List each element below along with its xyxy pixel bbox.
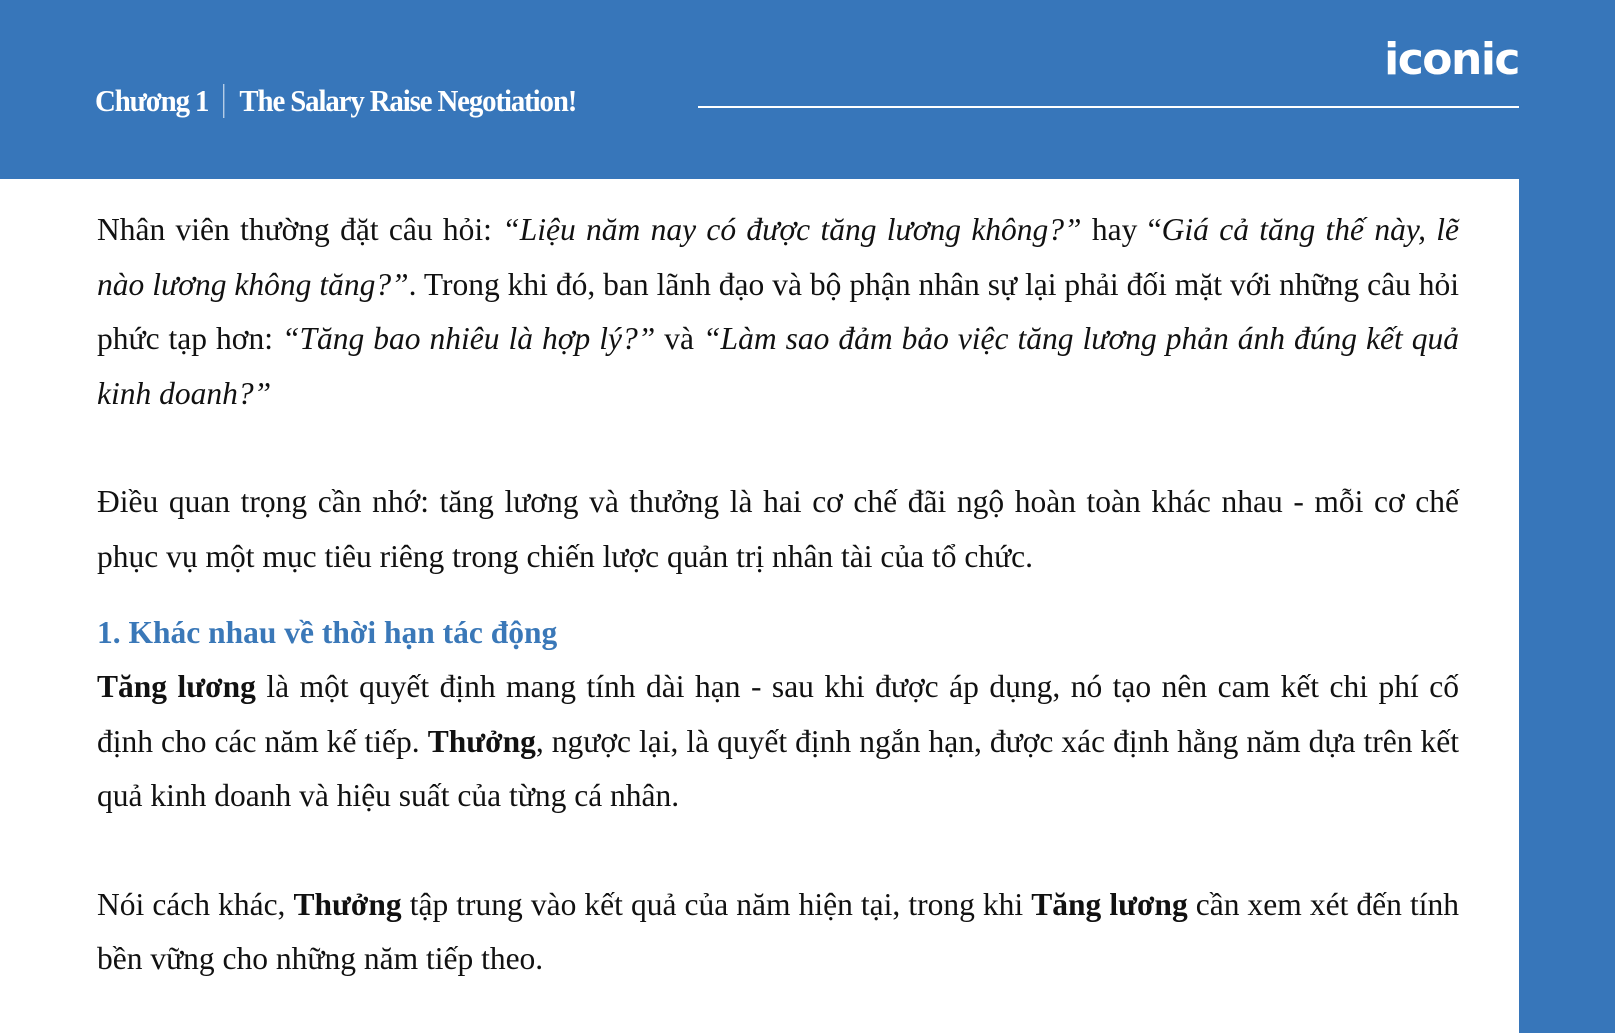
page-body	[0, 179, 1519, 1033]
text-run: . Trong khi đó, ban lãnh đạo và bộ phận nhân sự lại phải đối mặt với những câu hỏi phức tạp hơn:	[97, 266, 1459, 356]
bold-term: Thưởng	[427, 723, 536, 759]
text-run: là một quyết định mang tính dài hạn - sau khi được áp dụng, nó tạo nên cam kết chi phí cố định cho các năm kế tiếp.	[97, 669, 1459, 759]
summary-paragraph	[97, 878, 1459, 987]
header-rule	[698, 106, 1519, 108]
chapter-label: Chương 1	[95, 83, 209, 118]
chapter-name: The Salary Raise Negotiation!	[239, 83, 577, 118]
chapter-title	[95, 83, 576, 119]
text-run: tập trung vào kết quả của năm hiện tại, trong khi	[401, 886, 1032, 922]
quote-management-2: “Làm sao đảm bảo việc tăng lương phản ánh đúng kết quả kinh doanh?”	[97, 321, 1459, 411]
quote-employee-2: Giá cả tăng thế này, lẽ nào lương không tăng?”	[97, 212, 1459, 302]
page-header	[0, 0, 1615, 179]
text-run: Nhân viên thường đặt câu hỏi:	[97, 212, 503, 247]
quote-employee-1: “Liệu năm nay có được tăng lương không?”	[502, 212, 1082, 247]
text-run: hay “	[1081, 212, 1162, 247]
key-point-paragraph: Điều quan trọng cần nhớ: tăng lương và thưởng là hai cơ chế đãi ngộ hoàn toàn khác nhau - mỗi cơ chế phục vụ một mục tiêu riêng trong chiến lược quản trị nhân tài của tổ chức.	[97, 484, 1459, 574]
bold-term: Thưởng	[293, 886, 402, 922]
paragraph-spacer	[97, 824, 1459, 878]
quote-management-1: “Tăng bao nhiêu là hợp lý?”	[281, 321, 656, 356]
bold-term: Tăng lương	[97, 669, 256, 704]
intro-paragraph	[97, 203, 1459, 421]
text-run: Nói cách khác,	[97, 886, 294, 922]
decorative-side-stripe	[1519, 179, 1615, 1033]
text-run: , ngược lại, là quyết định ngắn hạn, được xác định hằng năm dựa trên kết quả kinh doanh và hiệu suất của từng cá nhân.	[97, 723, 1459, 813]
bold-term: Tăng lương	[1031, 886, 1188, 922]
paragraph-spacer	[97, 421, 1459, 475]
section-heading: 1. Khác nhau về thời hạn tác động	[97, 615, 558, 650]
text-run: cần xem xét đến tính bền vững cho những năm tiếp theo.	[97, 886, 1459, 976]
section-paragraph	[97, 660, 1459, 824]
article-content	[97, 203, 1459, 987]
title-divider	[223, 84, 224, 118]
text-run: và	[655, 321, 704, 356]
brand-logo: iconic	[1384, 34, 1519, 85]
